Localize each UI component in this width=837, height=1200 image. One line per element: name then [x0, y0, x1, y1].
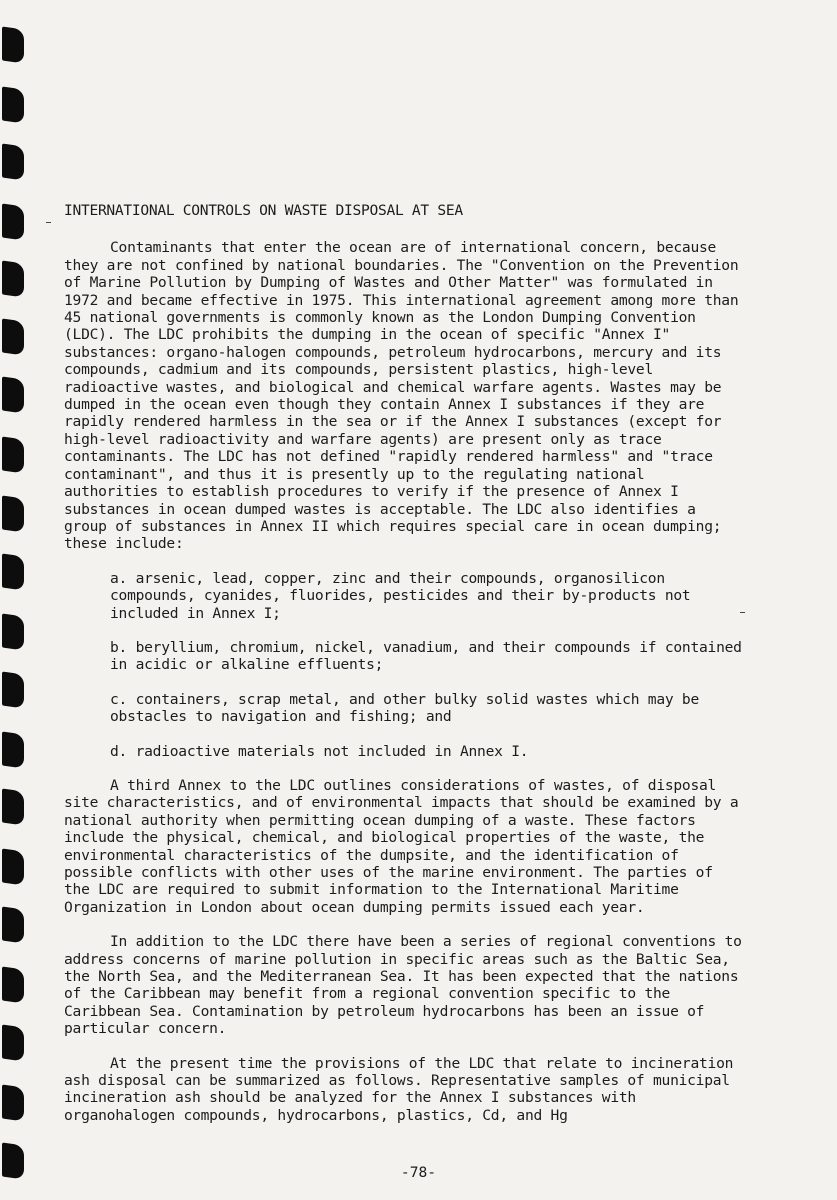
section-heading: INTERNATIONAL CONTROLS ON WASTE DISPOSAL AT SEA [64, 202, 463, 219]
binding-ring [2, 553, 24, 590]
stray-mark [46, 222, 51, 223]
binding-ring [2, 1084, 24, 1121]
paragraph: At the present time the provisions of the LDC that relate to incineration ash disposal can be summarized as follows. Representative samples of municipal incineration ash should be analyzed for the Annex I substances with organohalogen compounds, hydrocarbons, plastics, Cd, and Hg [64, 1054, 734, 1124]
binding-ring [2, 203, 24, 240]
binding-ring [2, 788, 24, 825]
list-item: c. containers, scrap metal, and other bulky solid wastes which may be obstacles to navigation and fishing; and [110, 690, 699, 726]
spiral-binding [0, 0, 40, 1200]
binding-ring [2, 318, 24, 355]
binding-ring [2, 613, 24, 650]
binding-ring [2, 436, 24, 473]
page-number: -78- [400, 1164, 437, 1181]
binding-ring [2, 1024, 24, 1061]
document-page [64, 202, 744, 1141]
binding-ring [2, 143, 24, 180]
binding-ring [2, 848, 24, 885]
binding-ring [2, 731, 24, 768]
binding-ring [2, 671, 24, 708]
paragraph: In addition to the LDC there have been a series of regional conventions to address concerns of marine pollution in specific areas such as the Baltic Sea, the North Sea, and the Mediterranean Sea. It has been expected that the nations of the Caribbean may benefit from a regional convention specific to the Caribbean Sea. Contamination by petroleum hydrocarbons has been an issue of particular concern. [64, 933, 742, 1038]
binding-ring [2, 495, 24, 532]
list-item: b. beryllium, chromium, nickel, vanadium, and their compounds if contained in acidic or alkaline effluents; [110, 638, 742, 674]
binding-ring [2, 376, 24, 413]
binding-ring [2, 86, 24, 123]
binding-ring [2, 906, 24, 943]
binding-ring [2, 966, 24, 1003]
binding-ring [2, 26, 24, 63]
list-item: d. radioactive materials not included in Annex I. [110, 742, 529, 760]
binding-ring [2, 260, 24, 297]
paragraph: Contaminants that enter the ocean are of international concern, because they are not confined by national boundaries. The "Convention on the Prevention of Marine Pollution by Dumping of Wastes and Other Matter" was formulated in 1972 and became effective in 1975. This international agreement among more than 45 national governments is commonly known as the London Dumping Convention (LDC). The LDC prohibits the dumping in the ocean of specific "Annex I" substances: organo-halogen compounds, petroleum hydrocarbons, mercury and its compounds, cadmium and its compounds, persistent plastics, high-level radioactive wastes, and biological and chemical warfare agents. Wastes may be dumped in the ocean even though they contain Annex I substances if they are rapidly rendered harmless in the sea or if the Annex I substances (except for high-level radioactivity and warfare agents) are present only as trace contaminants. The LDC has not defined "rapidly rendered harmless" and "trace contaminant", and thus it is presently up to the regulating national authorities to establish procedures to verify if the presence of Annex I substances in ocean dumped wastes is acceptable. The LDC also identifies a group of substances in Annex II which requires special care in ocean dumping; these include: [64, 239, 739, 553]
annex-ii-list [64, 570, 744, 760]
paragraph: A third Annex to the LDC outlines considerations of wastes, of disposal site characteristics, and of environmental impacts that should be examined by a national authority when permitting ocean dumping of a waste. These factors include the physical, chemical, and biological properties of the waste, the environmental characteristics of the dumpsite, and the identification of possible conflicts with other uses of the marine environment. The parties of the LDC are required to submit information to the International Maritime Organization in London about ocean dumping permits issued each year. [64, 776, 739, 916]
list-item: a. arsenic, lead, copper, zinc and their compounds, organosilicon compounds, cyanides, fluorides, pesticides and their by-products not included in Annex I; [110, 569, 691, 622]
